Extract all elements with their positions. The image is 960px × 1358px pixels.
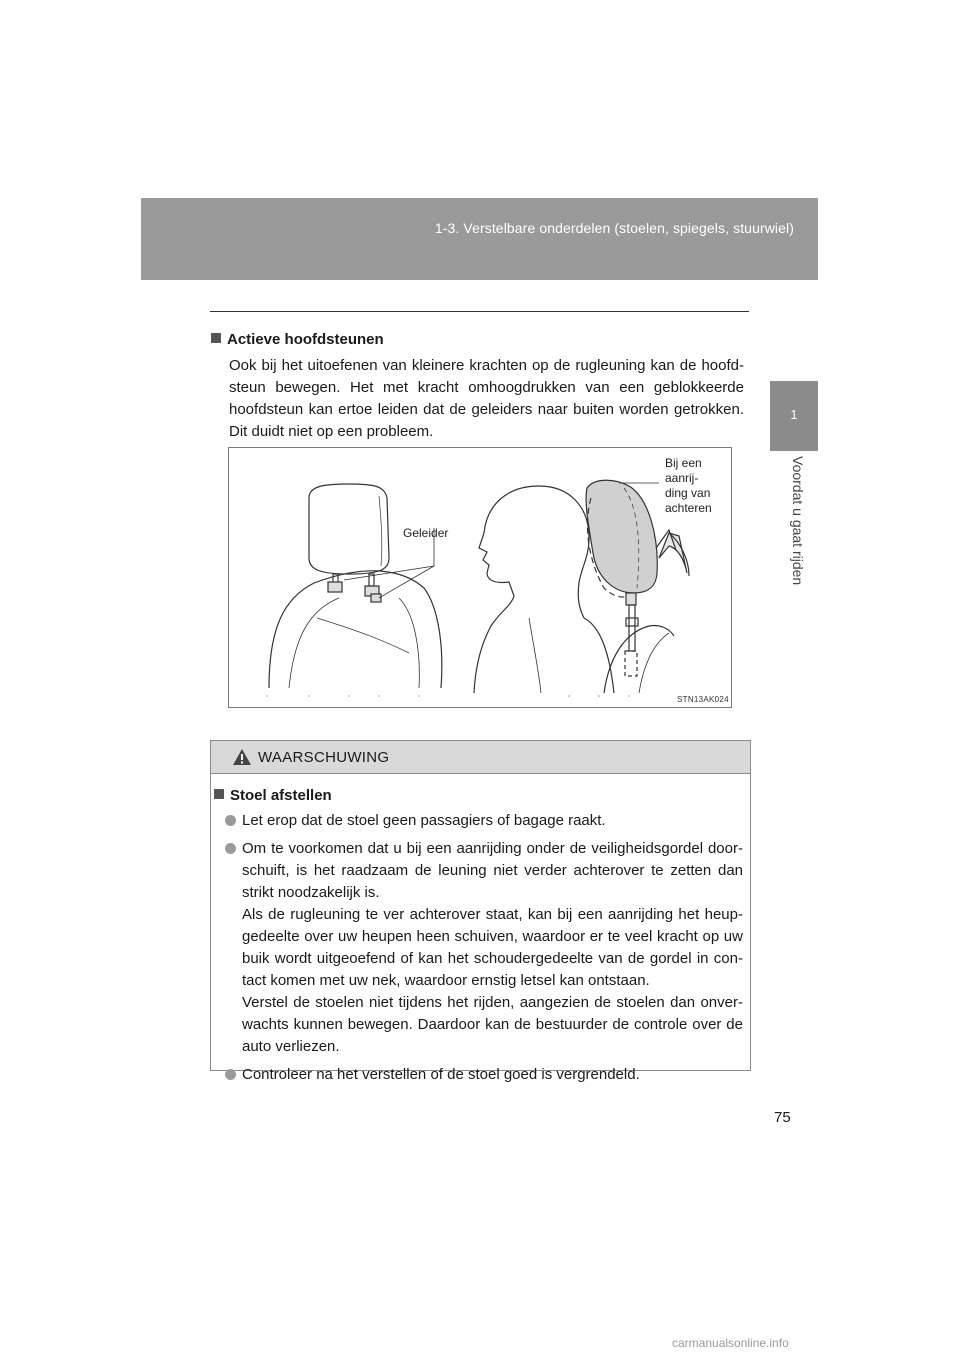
section-heading xyxy=(211,331,384,348)
chapter-number: 1 xyxy=(790,407,798,422)
warning-box xyxy=(210,740,751,1083)
square-bullet-icon xyxy=(214,789,224,799)
section-divider xyxy=(210,311,749,312)
section-title: 1-3. Verstelbare onderdelen (stoelen, spiegels, stuurwiel) xyxy=(434,220,794,236)
header-bar xyxy=(141,198,818,280)
bullet-dot-icon xyxy=(225,815,236,826)
square-bullet-icon xyxy=(211,333,221,343)
page-number: 75 xyxy=(774,1109,791,1126)
chapter-tab xyxy=(770,381,818,451)
rear-impact-label-line2: aanrij- xyxy=(665,471,699,485)
bullet-dot-icon xyxy=(225,843,236,854)
rear-impact-label xyxy=(665,456,712,516)
bullet-dot-icon xyxy=(225,1069,236,1080)
rear-impact-label-line4: achteren xyxy=(665,501,712,515)
list-item xyxy=(225,1064,743,1086)
figure-code: STN13AK024 xyxy=(677,695,729,704)
headrest-drawing xyxy=(229,448,731,707)
list-item-text: Als de rugleuning te ver achterover staat, kan bij een aanrijding het heupgedeelte over uw heupen heen schuiven, waardoor er te veel kracht op uw buik wordt uitgeoefend of kan het schoudergedeelte van de gordel in contact komen met uw nek, waardoor ernstig letsel kan ontstaan. xyxy=(242,906,743,989)
warning-list xyxy=(225,810,743,1092)
list-item-text: Let erop dat de stoel geen passagiers of bagage raakt. xyxy=(242,812,606,829)
warning-subheading xyxy=(214,787,332,804)
watermark: carmanualsonline.info xyxy=(672,1336,789,1350)
warning-triangle-icon xyxy=(232,748,252,766)
list-item-text: Controleer na het verstellen of de stoel goed is vergrendeld. xyxy=(242,1066,640,1083)
guide-label: Geleider xyxy=(403,526,449,540)
chapter-label: Voordat u gaat rijden xyxy=(790,456,806,586)
headrest-illustration xyxy=(228,447,732,708)
warning-subheading-text: Stoel afstellen xyxy=(230,787,332,804)
rear-impact-label-line1: Bij een xyxy=(665,456,702,470)
section-body: Ook bij het uitoefenen van kleinere krachten op de rugleuning kan de hoofdsteun bewegen. Het met kracht omhoogdrukken van een geblokkeerde hoofdsteun kan ertoe leiden dat de geleiders naar buiten worden getrokken. Dit duidt niet op een probleem. xyxy=(229,357,744,440)
list-item-text: Verstel de stoelen niet tijdens het rijden, aangezien de stoelen dan onverwachts kunnen bewegen. Daardoor kan de bestuurder de controle over de auto verliezen. xyxy=(242,994,743,1055)
list-item xyxy=(225,838,743,1058)
list-item xyxy=(225,810,743,832)
rear-impact-label-line3: ding van xyxy=(665,486,711,500)
section-heading-text: Actieve hoofdsteunen xyxy=(227,331,384,348)
warning-header xyxy=(211,741,750,774)
warning-title: WAARSCHUWING xyxy=(258,749,390,766)
list-item-text: Om te voorkomen dat u bij een aanrijding onder de veiligheidsgordel doorschuift, is het raadzaam de leuning niet verder achterover te zetten dan strikt noodzakelijk is. xyxy=(242,840,743,901)
